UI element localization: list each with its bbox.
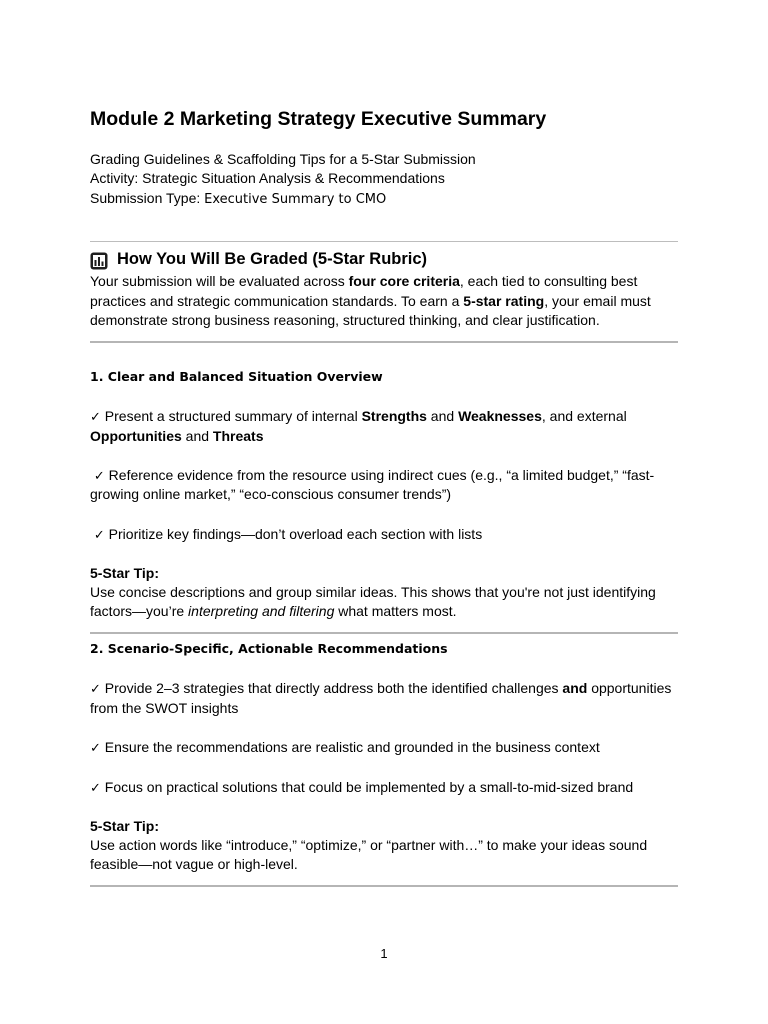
check-icon: ✓ — [90, 741, 101, 756]
item-text: Present a structured summary of internal — [100, 408, 362, 424]
item-text: , and external — [541, 408, 627, 424]
tip-label: 5-Star Tip: — [90, 818, 159, 834]
check-icon: ✓ — [93, 528, 105, 543]
item-bold: Opportunities — [90, 428, 182, 444]
item-text: Provide 2–3 strategies that directly address both the identified challenges — [100, 680, 563, 696]
checklist-item — [90, 467, 654, 484]
rubric-intro-text: , each tied to consulting best practices and strategic communication standards. To earn a — [90, 273, 638, 309]
divider — [90, 341, 678, 343]
tip-label: 5-Star Tip: — [90, 565, 159, 581]
divider — [90, 241, 678, 242]
document-title: Module 2 Marketing Strategy Executive Summary — [90, 108, 547, 130]
section-heading: 1. Clear and Balanced Situation Overview — [90, 369, 383, 384]
rubric-intro-text: Your submission will be evaluated across — [90, 273, 349, 289]
rubric-heading — [90, 250, 427, 269]
checklist-item — [90, 408, 627, 425]
submission-type-value: Executive Summary to CMO — [204, 192, 387, 207]
divider — [90, 632, 678, 634]
checklist-item — [90, 779, 633, 796]
rubric-intro — [90, 272, 678, 331]
item-text: Focus on practical solutions that could be implemented by a small-to-mid-sized brand — [100, 779, 634, 795]
bar-chart-icon — [90, 252, 108, 270]
tip-text: Use action words like “introduce,” “optimize,” or “partner with…” to make your ideas sound — [90, 837, 648, 853]
rubric-intro-bold: 5-star rating — [463, 292, 545, 309]
check-icon: ✓ — [90, 781, 101, 796]
tip-text-italic: interpreting and filtering — [188, 603, 335, 619]
item-bold: Weaknesses — [458, 408, 542, 424]
checklist-item — [90, 680, 671, 697]
item-text: Reference evidence from the resource using indirect cues (e.g., “a limited budget,” “fast- — [104, 467, 655, 483]
checklist-item-continued: growing online market,” “eco-conscious consumer trends”) — [90, 486, 452, 502]
tip-text: Use concise descriptions and group similar ideas. This shows that you're not just identifying — [90, 584, 656, 600]
check-icon: ✓ — [93, 469, 105, 484]
divider — [90, 885, 678, 887]
tip-text-part: factors—you’re — [90, 603, 189, 619]
tip-text-part: what matters most. — [334, 603, 457, 619]
item-text: and — [181, 428, 213, 444]
check-icon: ✓ — [90, 410, 101, 425]
item-bold: Threats — [212, 428, 264, 444]
subtitle-activity: Activity: Strategic Situation Analysis & Recommendations — [90, 170, 445, 186]
checklist-item-continued: from the SWOT insights — [90, 700, 239, 716]
tip-text — [90, 603, 457, 619]
check-icon: ✓ — [90, 682, 101, 697]
checklist-item — [90, 739, 600, 756]
subtitle-submission-type — [90, 190, 386, 207]
item-text: Prioritize key findings—don’t overload each section with lists — [104, 526, 483, 542]
item-text: and — [426, 408, 459, 424]
item-bold: and — [562, 680, 588, 696]
checklist-item — [90, 526, 482, 543]
subtitle-guidelines: Grading Guidelines & Scaffolding Tips for a 5-Star Submission — [90, 151, 476, 167]
rubric-heading-text: How You Will Be Graded (5-Star Rubric) — [117, 250, 428, 268]
tip-text: feasible—not vague or high-level. — [90, 856, 298, 872]
item-bold: Strengths — [361, 408, 427, 424]
rubric-intro-bold: four core criteria — [348, 273, 460, 289]
checklist-item-continued — [90, 428, 264, 444]
rubric-intro-text: , your email must demonstrate strong business reasoning, structured thinking, and clear justification. — [90, 292, 651, 328]
page-number: 1 — [380, 946, 388, 961]
item-text: opportunities — [587, 680, 672, 696]
submission-type-label: Submission Type: — [90, 190, 205, 206]
section-heading: 2. Scenario-Specific, Actionable Recommendations — [90, 641, 448, 656]
item-text: Ensure the recommendations are realistic and grounded in the business context — [100, 739, 600, 755]
